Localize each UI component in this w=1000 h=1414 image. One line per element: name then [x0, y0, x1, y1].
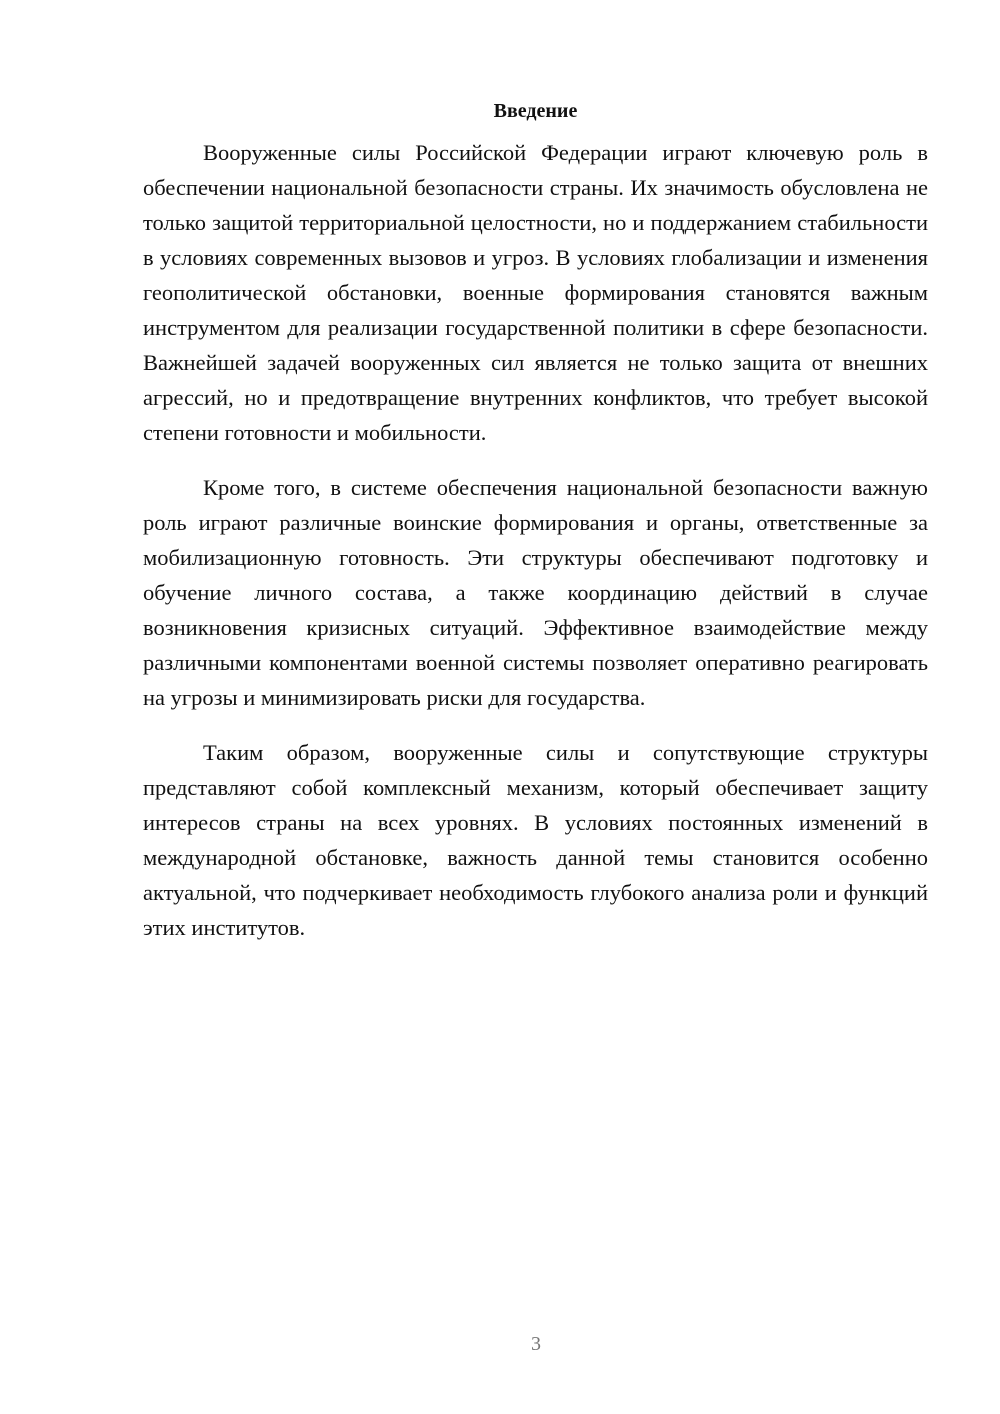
- paragraph-2: Кроме того, в системе обеспечения национальной безопасности важную роль играют различные воинские формирования и органы, ответственные за мобилизационную готовность. Эти структуры обеспечивают подготовку и обучение личного состава, а также координацию действий в случае возникновения кризисных ситуаций. Эффективное взаимодействие между различными компонентами военной системы позволяет оперативно реагировать на угрозы и минимизировать риски для государства.: [143, 475, 928, 710]
- page-number: 3: [531, 1333, 541, 1355]
- paragraph-1: Вооруженные силы Российской Федерации играют ключевую роль в обеспечении национальной безопасности страны. Их значимость обусловлена не только защитой территориальной целостности, но и поддержанием стабильности в условиях современных вызовов и угроз. В условиях глобализации и изменения геополитической обстановки, военные формирования становятся важным инструментом для реализации государственной политики в сфере безопасности. Важнейшей задачей вооруженных сил является не только защита от внешних агрессий, но и предотвращение внутренних конфликтов, что требует высокой степени готовности и мобильности.: [143, 140, 928, 445]
- section-title: Введение: [493, 100, 578, 122]
- page-content: [143, 95, 928, 965]
- paragraph-3: Таким образом, вооруженные силы и сопутствующие структуры представляют собой комплексный механизм, который обеспечивает защиту интересов страны на всех уровнях. В условиях постоянных изменений в международной обстановке, важность данной темы становится особенно актуальной, что подчеркивает необходимость глубокого анализа роли и функций этих институтов.: [143, 740, 928, 940]
